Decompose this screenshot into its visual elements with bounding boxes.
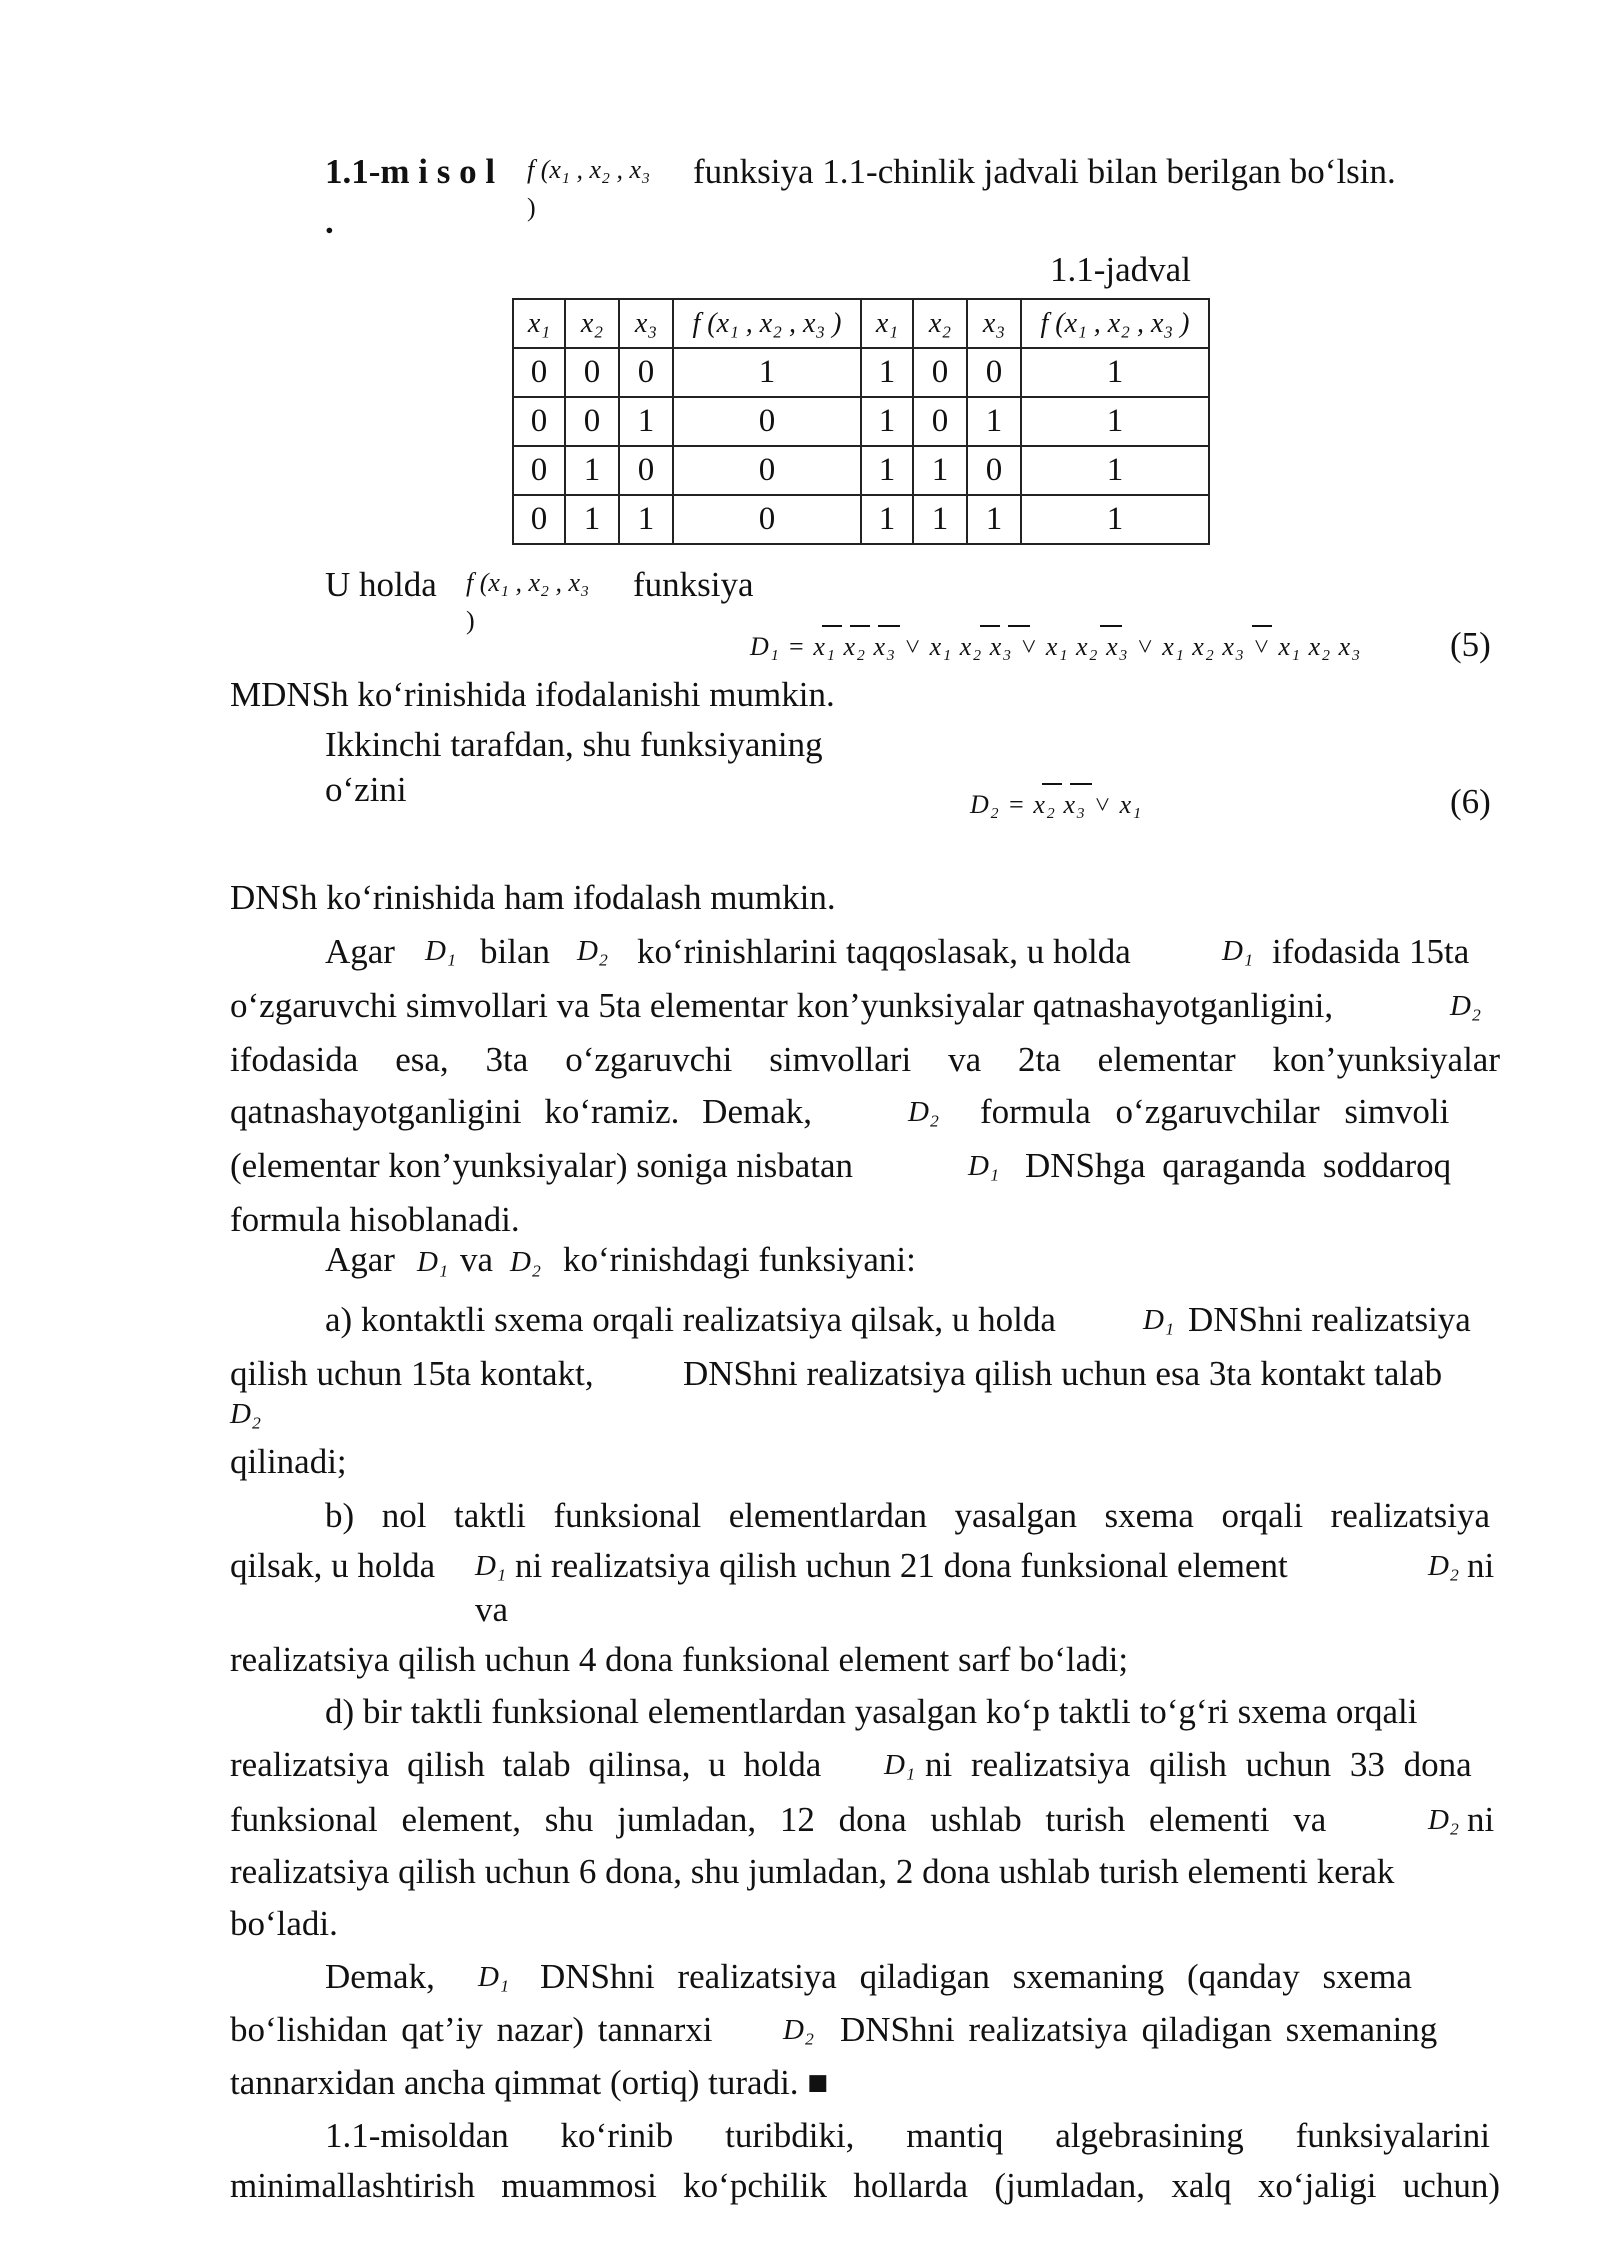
para4-line1: 1.1-misoldan ko‘rinib turibdiki, mantiq algebrasining funksiyalarini: [325, 2116, 1490, 2155]
para1-d2c: D₂: [908, 1096, 940, 1128]
para3-line1-a: Demak,: [325, 1957, 435, 1996]
para1-line1-d: ifodasida 15ta: [1272, 932, 1470, 971]
table-header-cell: x₂: [565, 299, 619, 348]
para1-line1-c: ko‘rinishlarini taqqoslasak, u holda: [637, 932, 1131, 971]
item-d-line4: realizatsiya qilish uchun 6 dona, shu jumladan, 2 dona ushlab turish elementi kerak: [230, 1852, 1395, 1891]
table-cell: 1: [967, 397, 1021, 446]
truth-table: [512, 298, 1210, 545]
para1-d2b: D₂: [1450, 990, 1482, 1022]
table-cell: 1: [565, 495, 619, 544]
item-b-line2-a: qilsak, u holda: [230, 1546, 436, 1585]
para1-d1: D₁: [425, 935, 457, 967]
table-cell: 0: [673, 397, 861, 446]
item-d-line2-a: realizatsiya qilish talab qilinsa, u holda: [230, 1745, 822, 1784]
table-header-cell: x₁: [513, 299, 565, 348]
table-header-row: [513, 299, 1209, 348]
table-row: [513, 397, 1209, 446]
para2-b: va: [460, 1240, 494, 1279]
example-function: f (x₁ , x₂ , x₃: [527, 155, 651, 184]
item-d-d1: D₁: [884, 1749, 916, 1781]
table-header-cell: f (x₁ , x₂ , x₃ ): [1021, 299, 1209, 348]
table-row: [513, 495, 1209, 544]
formula-6: D₂ = x₂ x₃ ˅ x₁: [970, 790, 1143, 819]
item-d-d2: D₂: [1428, 1804, 1460, 1836]
item-d-line5: bo‘ladi.: [230, 1904, 338, 1943]
para2-a: Agar: [325, 1240, 395, 1279]
para3-line2-b: DNShni realizatsiya qiladigan sxemaning: [840, 2010, 1438, 2049]
formula-5: D₁ = x₁ x₂ x₃ ˅ x₁ x₂ x₃ ˅ x₁ x₂ x₃ ˅ x₁ x₂ x₃ ˅ x₁ x₂ x₃: [750, 632, 1362, 661]
formula-6-overlines: [970, 774, 1170, 794]
ikkinchi-line1: Ikkinchi tarafdan, shu funksiyaning: [325, 725, 823, 764]
para3-d2: D₂: [783, 2014, 815, 2046]
table-cell: 0: [565, 397, 619, 446]
para1-d1c: D₁: [968, 1150, 1000, 1182]
table-cell: 1: [913, 495, 967, 544]
item-a-d2: D₂: [230, 1398, 262, 1430]
para1-line4-b: formula o‘zgaruvchilar simvoli: [980, 1092, 1450, 1131]
para2-d2: D₂: [510, 1246, 542, 1278]
table-header-cell: f (x₁ , x₂ , x₃ ): [673, 299, 861, 348]
example-text: funksiya 1.1-chinlik jadvali bilan berilgan bo‘lsin.: [693, 152, 1396, 191]
item-a-line1-a: a) kontaktli sxema orqali realizatsiya qilsak, u holda: [325, 1300, 1056, 1339]
uholda-function: f (x₁ , x₂ , x₃: [466, 568, 590, 597]
para2-d1: D₁: [417, 1246, 449, 1278]
table-cell: 1: [673, 348, 861, 397]
table-cell: 1: [619, 495, 673, 544]
example-label: 1.1-m i s o l: [325, 152, 496, 191]
formula-5-number: (5): [1450, 625, 1491, 664]
item-d-line2-b: ni realizatsiya qilish uchun 33 dona: [925, 1745, 1472, 1784]
table-cell: 0: [913, 397, 967, 446]
para4-line2: minimallashtirish muammosi ko‘pchilik hollarda (jumladan, xalq xo‘jaligi uchun): [230, 2166, 1500, 2205]
formula-6-number: (6): [1450, 782, 1491, 821]
table-cell: 1: [565, 446, 619, 495]
item-a-d1: D₁: [1143, 1304, 1175, 1336]
para1-line6: formula hisoblanadi.: [230, 1200, 520, 1239]
table-cell: 0: [619, 446, 673, 495]
example-dot: .: [325, 202, 334, 241]
table-cell: 0: [967, 446, 1021, 495]
para1-d2: D₂: [577, 935, 609, 967]
item-d-line3-b: ni: [1467, 1800, 1495, 1839]
table-cell: 1: [967, 495, 1021, 544]
item-b-line3: realizatsiya qilish uchun 4 dona funksional element sarf bo‘ladi;: [230, 1640, 1129, 1679]
formula-5-overlines: [750, 616, 1350, 636]
para1-line5-b: DNShga qaraganda soddaroq: [1025, 1146, 1452, 1185]
uholda-funksiya: funksiya: [633, 565, 754, 604]
para1-line1-b: bilan: [480, 932, 550, 971]
item-b-line1: b) nol taktli funksional elementlardan yasalgan sxema orqali realizatsiya: [325, 1496, 1490, 1535]
table-cell: 1: [619, 397, 673, 446]
table-cell: 0: [673, 446, 861, 495]
example-function-paren: ): [527, 193, 536, 222]
item-d-line3-a: funksional element, shu jumladan, 12 dona ushlab turish elementi va: [230, 1800, 1327, 1839]
table-cell: 0: [913, 348, 967, 397]
dnsh-text: DNSh ko‘rinishida ham ifodalash mumkin.: [230, 878, 836, 917]
table-header-cell: x₂: [913, 299, 967, 348]
table-cell: 0: [513, 348, 565, 397]
table-cell: 0: [565, 348, 619, 397]
uholda-text: U holda: [325, 565, 437, 604]
table-cell: 1: [1021, 495, 1209, 544]
item-b-va: va: [475, 1590, 509, 1629]
table-cell: 1: [861, 397, 913, 446]
para1-line3: ifodasida esa, 3ta o‘zgaruvchi simvollari va 2ta elementar kon’yunksiyalar: [230, 1040, 1500, 1079]
para1-d1b: D₁: [1222, 935, 1254, 967]
para1-line1-a: Agar: [325, 932, 395, 971]
table-cell: 0: [673, 495, 861, 544]
item-a-line2-b: DNShni realizatsiya qilish uchun esa 3ta kontakt talab: [683, 1354, 1443, 1393]
table-cell: 1: [861, 446, 913, 495]
table-cell: 1: [913, 446, 967, 495]
para1-line4-a: qatnashayotganligini ko‘ramiz. Demak,: [230, 1092, 813, 1131]
item-b-d1: D₁: [475, 1550, 507, 1582]
item-a-line1-b: DNShni realizatsiya: [1188, 1300, 1471, 1339]
para1-line2: o‘zgaruvchi simvollari va 5ta elementar kon’yunksiyalar qatnashayotganligini,: [230, 986, 1334, 1025]
table-cell: 0: [513, 397, 565, 446]
table-header-cell: x₁: [861, 299, 913, 348]
mdnsh-text: MDNSh ko‘rinishida ifodalanishi mumkin.: [230, 675, 835, 714]
table-cell: 1: [1021, 348, 1209, 397]
table-cell: 1: [861, 348, 913, 397]
table-header-cell: x₃: [619, 299, 673, 348]
ikkinchi-line2: o‘zini: [325, 770, 407, 809]
table-cell: 1: [1021, 446, 1209, 495]
para3-line3: tannarxidan ancha qimmat (ortiq) turadi. ■: [230, 2063, 829, 2102]
para3-d1: D₁: [478, 1961, 510, 1993]
para3-line2-a: bo‘lishidan qat’iy nazar) tannarxi: [230, 2010, 713, 2049]
table-header-cell: x₃: [967, 299, 1021, 348]
table-cell: 0: [619, 348, 673, 397]
table-cell: 0: [513, 495, 565, 544]
item-b-line2-c: ni: [1467, 1546, 1495, 1585]
item-a-line2-a: qilish uchun 15ta kontakt,: [230, 1354, 594, 1393]
item-a-line3: qilinadi;: [230, 1442, 347, 1481]
item-d-line1: d) bir taktli funksional elementlardan yasalgan ko‘p taktli to‘g‘ri sxema orqali: [325, 1692, 1418, 1731]
table-caption: 1.1-jadval: [1050, 250, 1191, 289]
para2-c: ko‘rinishdagi funksiyani:: [563, 1240, 916, 1279]
table-cell: 1: [1021, 397, 1209, 446]
para1-line5-a: (elementar kon’yunksiyalar) soniga nisbatan: [230, 1146, 853, 1185]
table-cell: 0: [967, 348, 1021, 397]
item-b-d2: D₂: [1428, 1550, 1460, 1582]
item-b-line2-b: ni realizatsiya qilish uchun 21 dona funksional element: [515, 1546, 1288, 1585]
table-cell: 1: [861, 495, 913, 544]
table-cell: 0: [513, 446, 565, 495]
table-row: [513, 348, 1209, 397]
uholda-function-paren: ): [466, 606, 475, 635]
table-row: [513, 446, 1209, 495]
para3-line1-b: DNShni realizatsiya qiladigan sxemaning (qanday sxema: [540, 1957, 1412, 1996]
